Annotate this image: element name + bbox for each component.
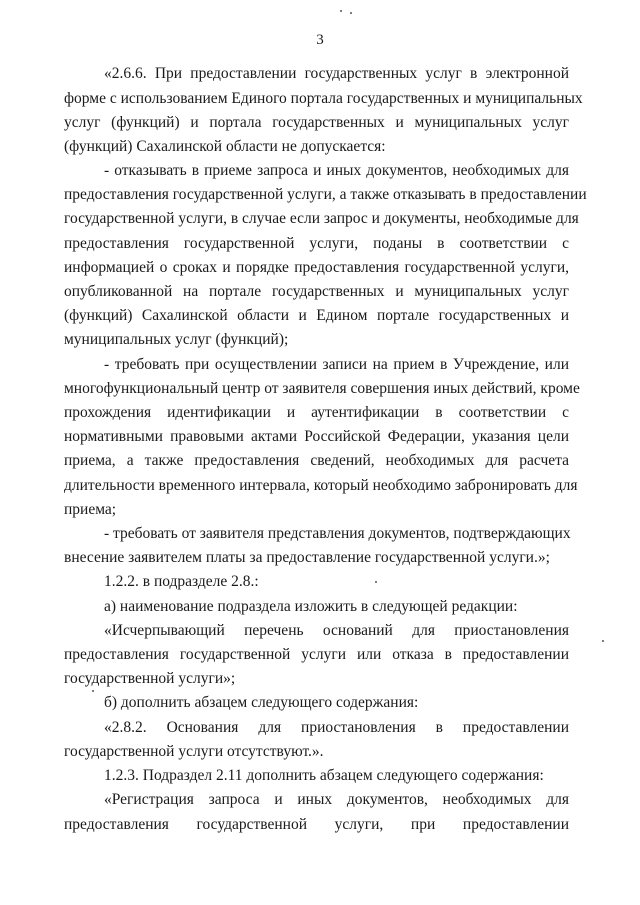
text-line: «Исчерпывающий перечень оснований для приостановления <box>104 622 569 639</box>
page-number: 3 <box>316 32 324 48</box>
text-line: «2.6.6. При предоставлении государственных услуг в электронной <box>104 65 569 82</box>
text-line: - требовать при осуществлении записи на прием в Учреждение, или <box>104 356 569 373</box>
text-line: внесение заявителем платы за предоставление государственной услуги.»; <box>64 549 550 566</box>
scan-speck <box>602 640 604 642</box>
scan-speck <box>340 10 342 12</box>
text-line: 1.2.2. в подразделе 2.8.: <box>104 573 259 590</box>
text-line: - требовать от заявителя представления документов, подтверждающих <box>104 525 571 542</box>
text-line: предоставления государственной услуги или отказа в предоставлении <box>64 646 569 663</box>
text-line: государственной услуги»; <box>64 670 236 687</box>
text-line: государственной услуги отсутствуют.». <box>64 743 324 760</box>
text-line: - отказывать в приеме запроса и иных документов, необходимых для <box>104 162 569 179</box>
text-line: многофункциональный центр от заявителя совершения иных действий, кроме <box>64 380 580 397</box>
text-line: прохождения идентификации и аутентификации в соответствии с <box>64 404 569 421</box>
text-line: 1.2.3. Подраздел 2.11 дополнить абзацем следующего содержания: <box>104 767 544 784</box>
text-line: нормативными правовыми актами Российской Федерации, указания цели <box>64 428 569 445</box>
text-line: б) дополнить абзацем следующего содержания: <box>104 694 419 711</box>
text-line: опубликованной на портале государственных и муниципальных услуг <box>64 283 569 300</box>
text-line: приема, а также предоставления сведений, необходимых для расчета <box>64 452 569 469</box>
text-line: государственной услуги, в случае если запрос и документы, необходимые для <box>64 210 579 227</box>
text-line: услуг (функций) и портала государственных и муниципальных услуг <box>64 114 569 131</box>
text-line: предоставления государственной услуги, а также отказывать в предоставлении <box>64 186 587 203</box>
text-line: информацией о сроках и порядке предоставления государственной услуги, <box>64 259 569 276</box>
text-line: (функций) Сахалинской области не допускается: <box>64 138 386 155</box>
text-line: форме с использованием Единого портала государственных и муниципальных <box>64 90 583 107</box>
text-line: «2.8.2. Основания для приостановления в предоставлении <box>104 719 569 736</box>
text-line: а) наименование подраздела изложить в следующей редакции: <box>104 598 518 615</box>
text-line: длительности временного интервала, который необходимо забронировать для <box>64 477 578 494</box>
scan-speck <box>92 690 94 692</box>
text-line: (функций) Сахалинской области и Едином портале государственных и <box>64 307 569 324</box>
text-line: «Регистрация запроса и иных документов, необходимых для <box>104 791 569 808</box>
text-line: приема; <box>64 501 117 518</box>
scan-speck <box>350 12 352 14</box>
text-line: предоставления государственной услуги, поданы в соответствии с <box>64 235 569 252</box>
text-line: муниципальных услуг (функций); <box>64 331 289 348</box>
text-line: предоставления государственной услуги, при предоставлении <box>64 816 569 833</box>
